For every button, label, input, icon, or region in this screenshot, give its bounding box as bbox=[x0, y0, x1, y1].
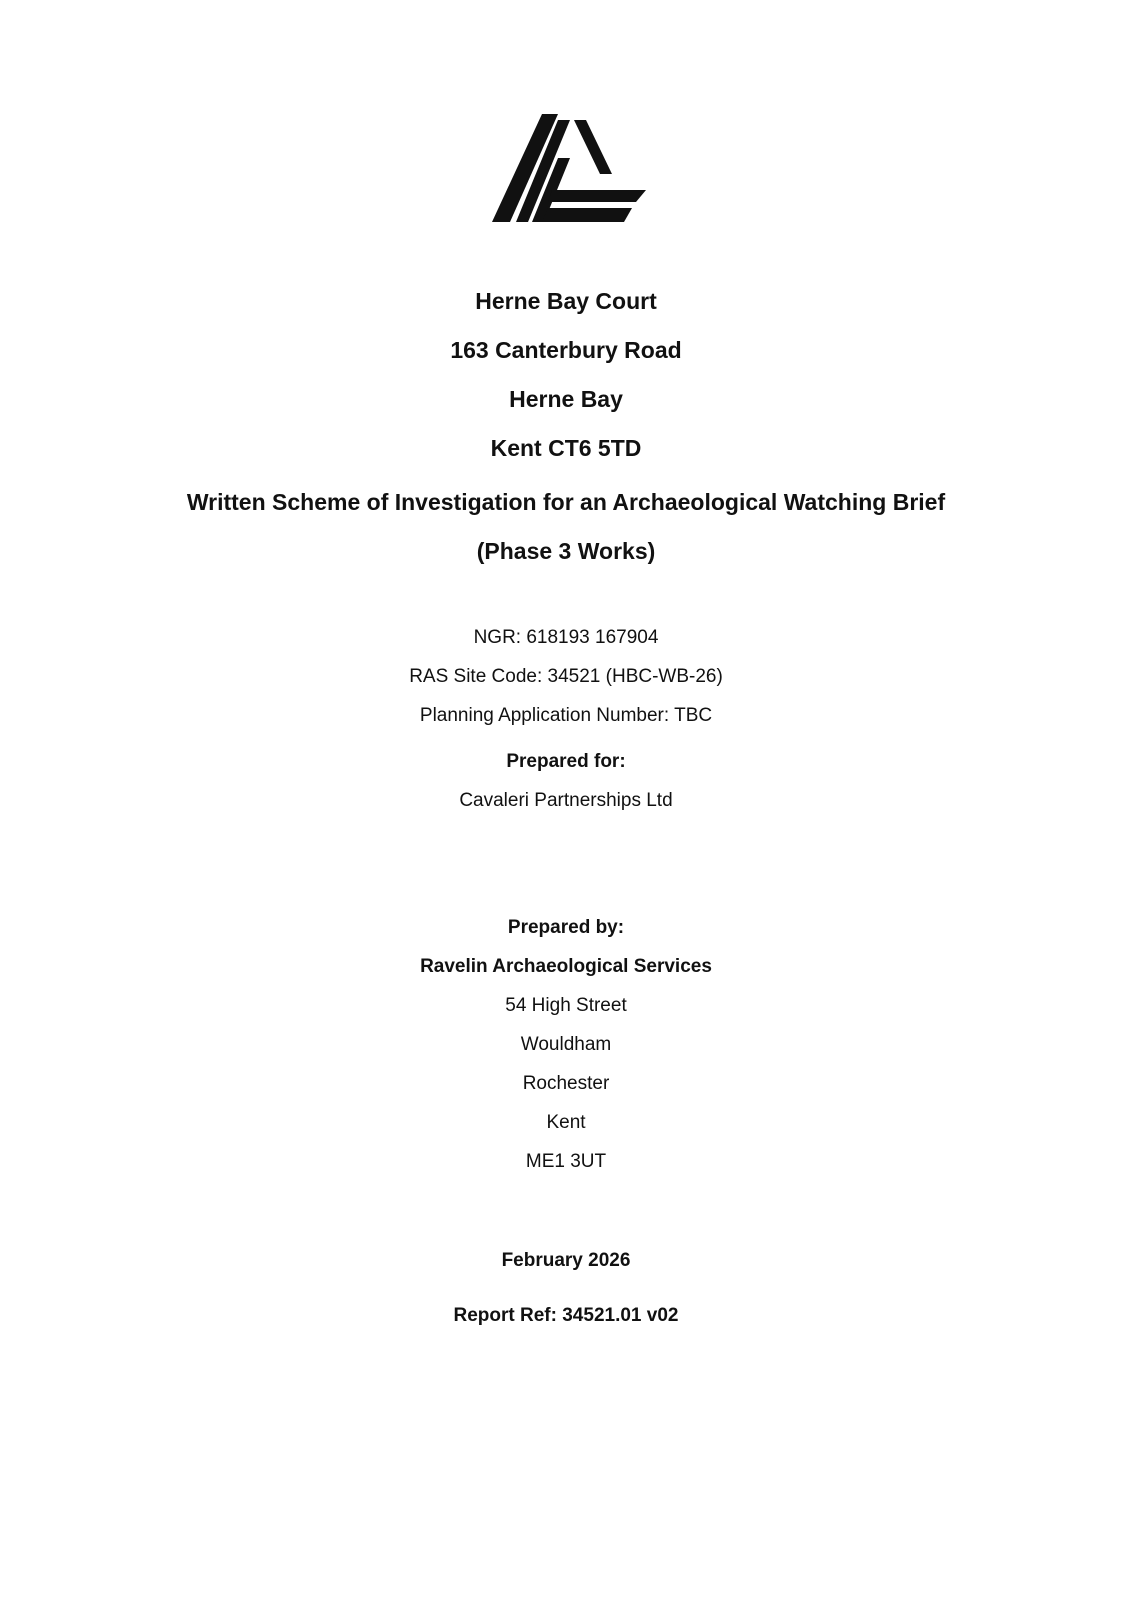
address-line-4: Kent bbox=[546, 1112, 586, 1133]
company-name: Ravelin Archaeological Services bbox=[420, 956, 712, 977]
town: Herne Bay bbox=[509, 386, 623, 412]
phase-label: (Phase 3 Works) bbox=[476, 538, 656, 564]
prepared-for-label: Prepared for: bbox=[506, 751, 626, 772]
report-date: February 2026 bbox=[501, 1250, 631, 1271]
ravelin-logo-icon bbox=[492, 114, 646, 224]
prepared-by-label: Prepared by: bbox=[507, 917, 625, 938]
site-code: RAS Site Code: 34521 (HBC-WB-26) bbox=[409, 666, 723, 687]
ngr-reference: NGR: 618193 167904 bbox=[473, 627, 659, 648]
address-line-2: Wouldham bbox=[520, 1034, 612, 1055]
report-reference: Report Ref: 34521.01 v02 bbox=[453, 1305, 679, 1326]
address-line-3: Rochester bbox=[522, 1073, 610, 1094]
county-postcode: Kent CT6 5TD bbox=[490, 435, 642, 461]
address-line-1: 54 High Street bbox=[505, 995, 627, 1016]
document-title: Written Scheme of Investigation for an Archaeological Watching Brief bbox=[186, 489, 946, 515]
address-line: 163 Canterbury Road bbox=[450, 337, 682, 363]
site-name: Herne Bay Court bbox=[475, 288, 657, 314]
client-name: Cavaleri Partnerships Ltd bbox=[459, 790, 673, 811]
planning-application: Planning Application Number: TBC bbox=[419, 705, 713, 726]
address-line-5: ME1 3UT bbox=[525, 1151, 607, 1172]
